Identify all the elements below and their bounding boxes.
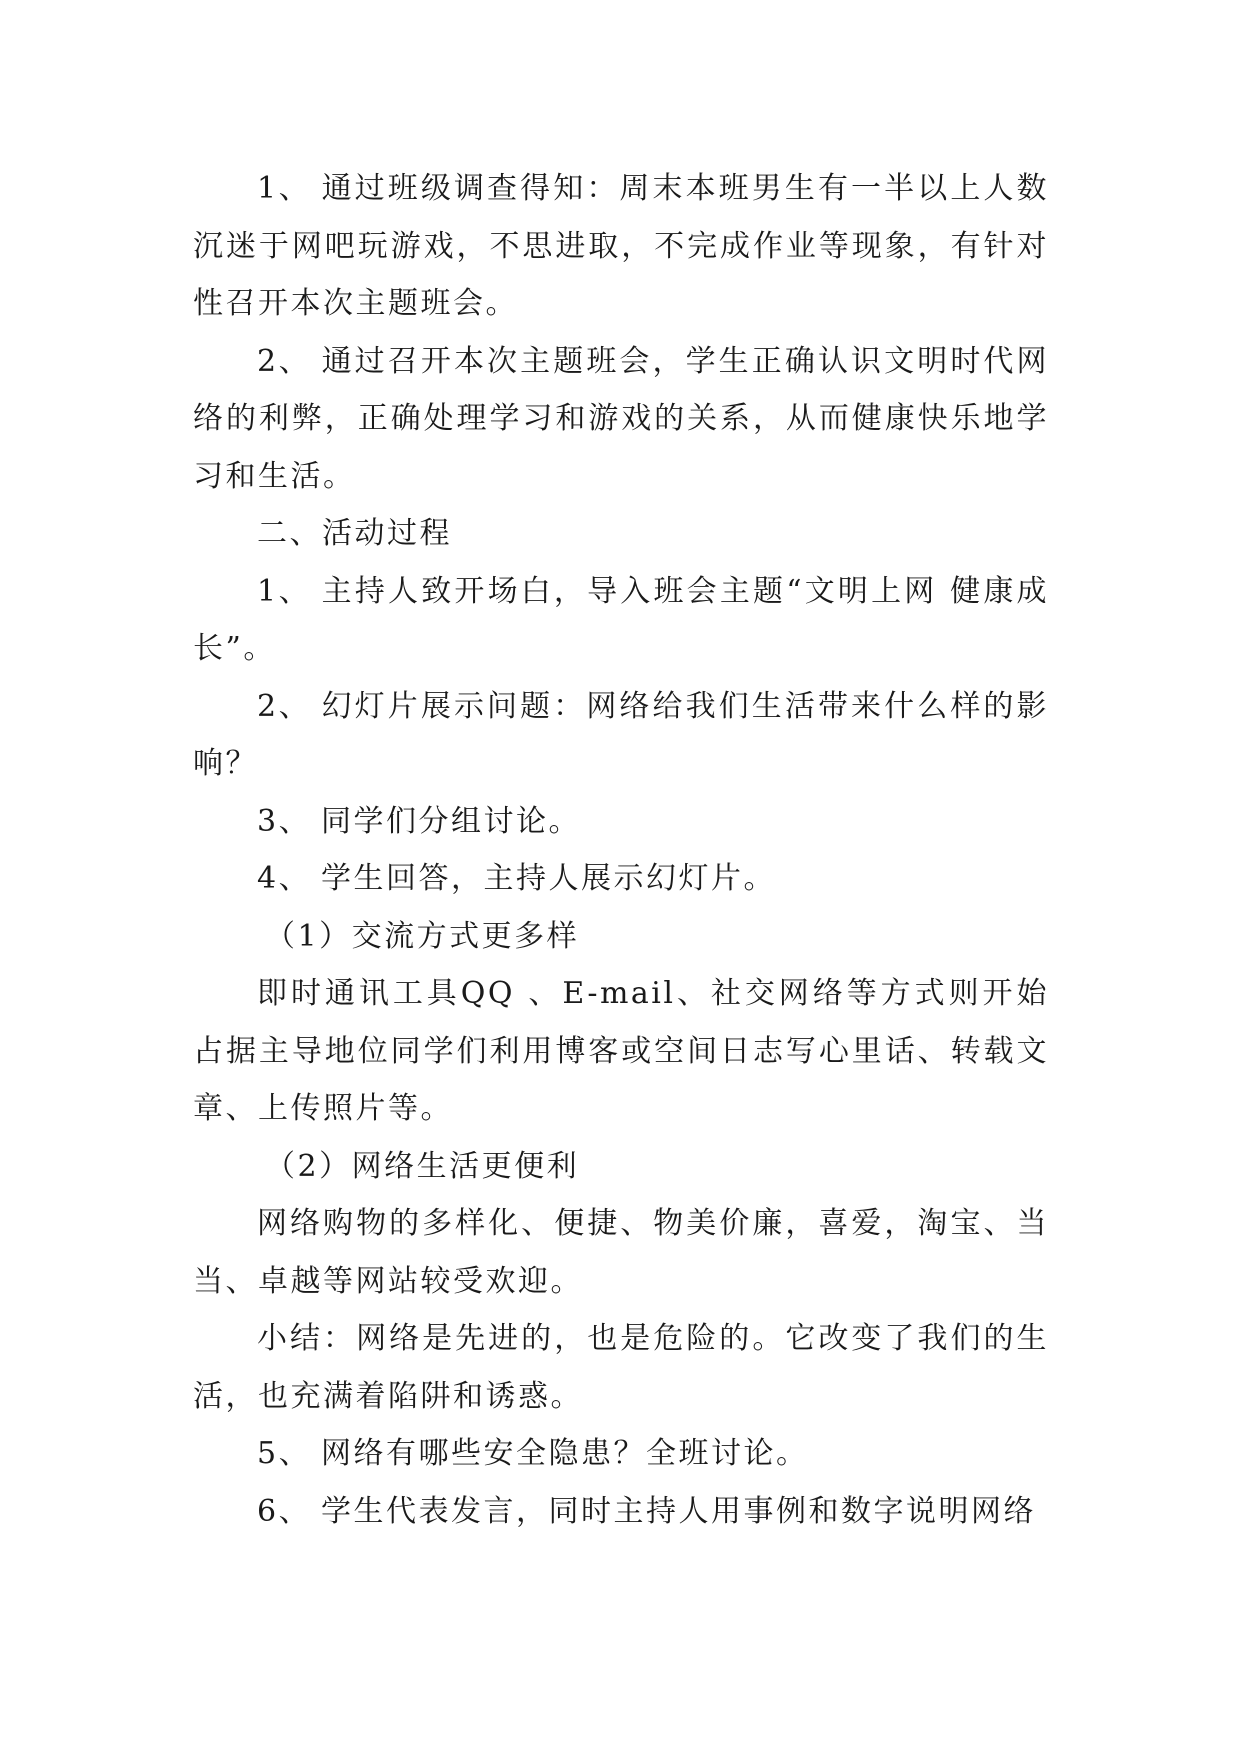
- list-item-6: [193, 1483, 1049, 1541]
- list-item-2: [193, 678, 1049, 793]
- list-item-2: [193, 333, 1049, 506]
- list-item-3: [193, 793, 1049, 851]
- section-heading: 二、活动过程: [257, 516, 452, 551]
- body-paragraph: 网络购物的多样化、便捷、物美价廉，喜爱，淘宝、当当、卓越等网站较受欢迎。: [193, 1206, 1049, 1299]
- paragraph-text: 网络有哪些安全隐患？全班讨论。: [321, 1436, 809, 1471]
- item-number: 4、: [257, 861, 312, 896]
- body-paragraph: 即时通讯工具QQ 、E-mail、社交网络等方式则开始占据主导地位同学们利用博客或空间日志写心里话、转载文章、上传照片等。: [193, 976, 1049, 1126]
- item-number: 5、: [257, 1436, 312, 1471]
- document-body: [193, 160, 1049, 1540]
- sub-heading-2: （2）网络生活更便利: [265, 1148, 580, 1184]
- paragraph-text: 通过班级调查得知：周末本班男生有一半以上人数沉迷于网吧玩游戏，不思进取，不完成作业等现象，有针对性召开本次主题班会。: [193, 171, 1049, 321]
- item-number: 1、: [257, 573, 312, 609]
- item-number: 1、: [257, 171, 312, 206]
- paragraph-text: 主持人致开场白，导入班会主题“文明上网 健康成长”。: [193, 573, 1049, 666]
- paragraph-text: 学生回答，主持人展示幻灯片。: [321, 861, 776, 896]
- item-number: 2、: [257, 343, 312, 379]
- list-item-1: [193, 160, 1049, 333]
- item-number: 2、: [257, 688, 312, 724]
- paragraph-text: 同学们分组讨论。: [321, 803, 581, 839]
- paragraph-text: 幻灯片展示问题：网络给我们生活带来什么样的影响？: [193, 688, 1049, 781]
- list-item-1: [193, 563, 1049, 678]
- paragraph-text: 学生代表发言，同时主持人用事例和数字说明网络: [321, 1493, 1036, 1529]
- item-number: 6、: [257, 1493, 312, 1529]
- item-number: 3、: [257, 803, 312, 839]
- sub-heading-1: （1）交流方式更多样: [265, 918, 580, 954]
- list-item-4: [193, 850, 1049, 908]
- paragraph-text: 通过召开本次主题班会，学生正确认识文明时代网络的利弊，正确处理学习和游戏的关系，从而健康快乐地学习和生活。: [193, 343, 1049, 494]
- summary-paragraph: 小结：网络是先进的，也是危险的。它改变了我们的生活，也充满着陷阱和诱惑。: [193, 1321, 1049, 1414]
- list-item-5: [193, 1425, 1049, 1483]
